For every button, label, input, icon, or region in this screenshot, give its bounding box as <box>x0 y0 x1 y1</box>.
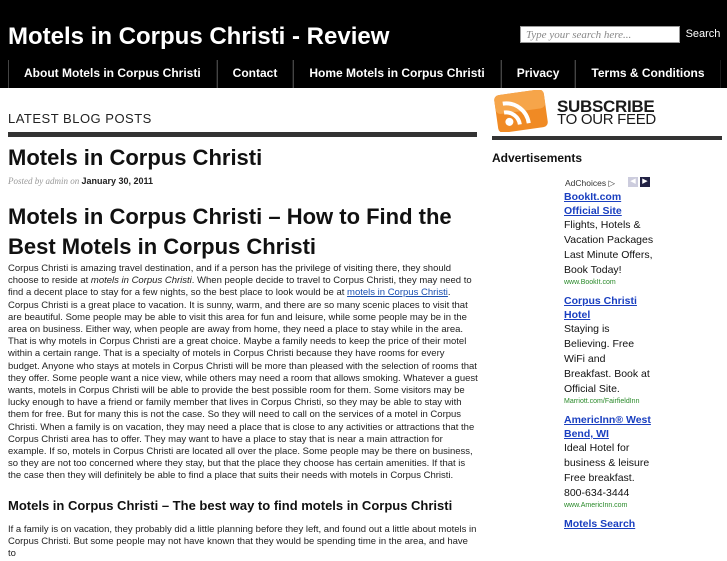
ad-item <box>564 294 654 407</box>
ad-prev-arrow-icon[interactable]: ◀ <box>628 177 638 187</box>
site-title[interactable]: Motels in Corpus Christi - Review <box>8 23 390 50</box>
emphasis-text: motels in Corpus Christi <box>90 275 192 287</box>
ad-description: Ideal Hotel for business & leisure Free breakfast. 800-634-3444 <box>564 442 650 499</box>
ad-title-link[interactable]: Corpus Christi Hotel <box>564 295 637 321</box>
nav-item-privacy[interactable]: Privacy <box>501 60 576 88</box>
post-date: January 30, 2011 <box>81 176 154 186</box>
nav-item-contact[interactable]: Contact <box>217 60 294 88</box>
article-paragraph <box>8 263 478 483</box>
post-meta <box>8 176 153 186</box>
rss-feed-icon[interactable] <box>492 90 551 132</box>
section-divider <box>8 132 477 137</box>
subscribe-line1: SUBSCRIBE <box>557 97 655 116</box>
ad-item <box>564 413 654 511</box>
ad-description: Flights, Hotels & Vacation Packages Last Minute Offers, Book Today! <box>564 219 654 276</box>
ad-title-link[interactable]: BookIt.com Official Site <box>564 191 622 217</box>
subscribe-line2: TO OUR FEED <box>557 111 656 128</box>
nav-item-terms[interactable]: Terms & Conditions <box>575 60 720 88</box>
latest-posts-heading: LATEST BLOG POSTS <box>8 111 152 126</box>
main-nav <box>8 60 721 88</box>
sidebar-divider <box>492 136 722 140</box>
article-subheading: Motels in Corpus Christi – The best way to find motels in Corpus Christi <box>8 498 453 513</box>
posted-by-label: Posted by admin on <box>8 176 80 186</box>
post-title[interactable]: Motels in Corpus Christi <box>8 145 263 170</box>
search-input[interactable] <box>520 26 680 43</box>
ad-description: Staying is Believing. Free WiFi and Breakfast. Book at Official Site. <box>564 323 650 395</box>
paragraph-text: . Corpus Christi is a great place to vacation. It is sunny, warm, and there are so many scenic places to visit that are beautiful. Some people may be able to visit this area for fun and leisure, while some people may be in the area on business. Either way, when people are away from home, they need a place to stay while in the area. That is why motels in Corpus Christi are a great choice. Maybe a family needs to keep the price of their motel within a certain range. That is a specialty of motels in Corpus Christi because they have rooms for every budget. Anyone who stays at motels in Corpus Christi will be more than pleased with the selection of rooms that they offer. Some people want a nice view, while others may need a room that allows smoking. Whatever a guest wants, motels in Corpus Christi will be able to provide the best possible room for them. Some visitors may be lucky enough to have a friend or family member that lives in Corpus Christi, so they may be able to stay with them for free. But for many this is not the case. So they will need to call on the services of a motel in Corpus Christi. When a family is on vacation, they may need a place that is close to any activities or attractions that the Corpus Christi area has to offer. They may want to have a place to stay that is near a main attraction for example. If so, motels in Corpus Christi are located all over the place. Some people may be there on business, so they are not too concerned where they stay, but that the place they choose has certain amenities. If that is the case then they will definitely be able to find a place that suits their needs with motels in Corpus Christi. <box>8 287 478 482</box>
paragraph-text: . When people decide to travel to Corpus Christi, they may need to find a decent place to stay for a few nights, so the best place to look would be at <box>8 275 472 299</box>
paragraph-text: Corpus Christi is amazing travel destination, and if a person has the privilege of visiting there, they should choose to reside at <box>8 263 452 287</box>
search-button[interactable]: Search <box>682 26 724 43</box>
ad-next-arrow-icon[interactable]: ▶ <box>640 177 650 187</box>
ad-item <box>564 517 654 531</box>
adchoices-label[interactable]: AdChoices ▷ <box>565 178 616 188</box>
ad-item <box>564 190 654 288</box>
nav-item-about[interactable]: About Motels in Corpus Christi <box>8 60 217 88</box>
subscribe-feed-link[interactable] <box>557 97 656 128</box>
ad-list <box>564 190 654 537</box>
advertisements-heading: Advertisements <box>492 151 583 165</box>
ad-url[interactable]: www.BookIt.com <box>564 279 616 286</box>
nav-item-home[interactable]: Home Motels in Corpus Christi <box>293 60 500 88</box>
article-paragraph-2: If a family is on vacation, they probably did a little planning before they left, and found out a little about motels in Corpus Christi. But some people may not have known that they would be spending time in the area, and have to <box>8 524 477 560</box>
ad-title-link[interactable]: Motels Search <box>564 518 636 530</box>
article-title: Motels in Corpus Christi – How to Find the Best Motels in Corpus Christi <box>8 204 452 259</box>
ad-url[interactable]: Marriott.com/FairfieldInn <box>564 398 640 405</box>
site-header <box>0 0 727 88</box>
ad-url[interactable]: www.AmericInn.com <box>564 502 628 509</box>
ad-title-link[interactable]: AmericInn® West Bend, WI <box>564 414 651 440</box>
motels-link[interactable]: motels in Corpus Christi <box>347 287 448 299</box>
